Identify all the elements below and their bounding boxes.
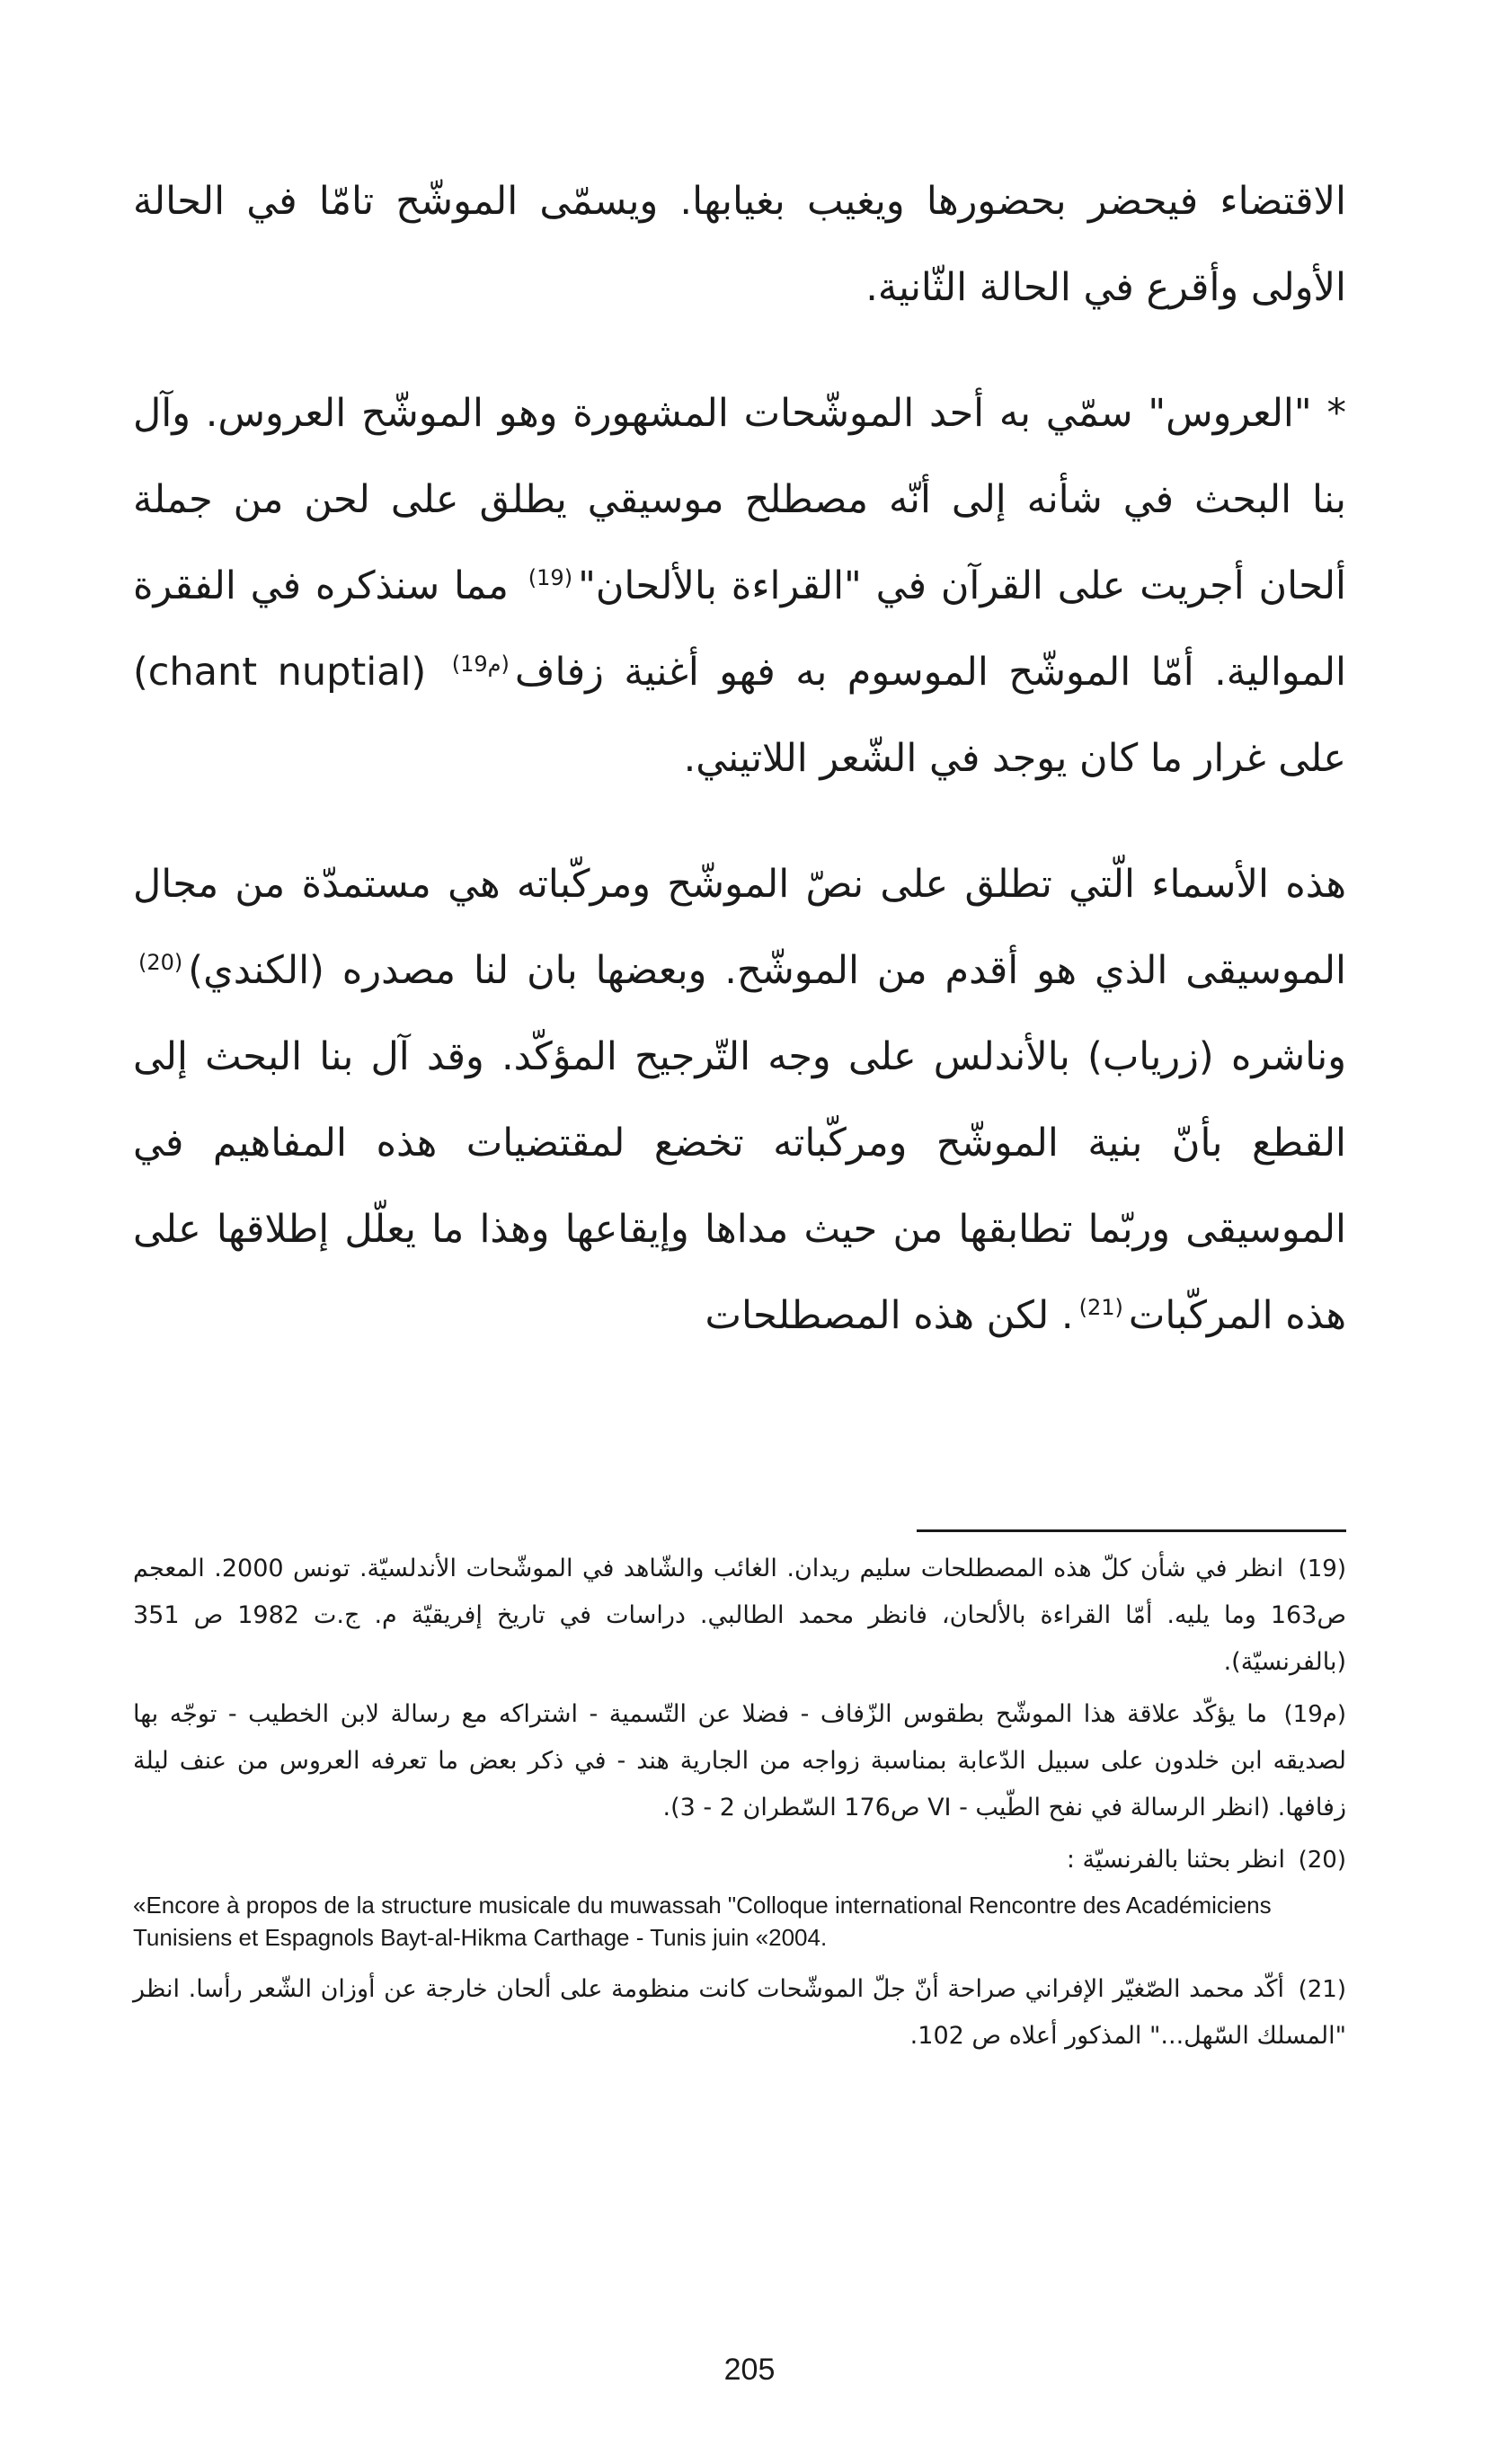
paragraph-3-text-c: . لكن هذه المصطلحات <box>705 1293 1074 1338</box>
footnote-19m <box>133 1691 1346 1831</box>
main-text <box>133 158 1346 1398</box>
footnote-21 <box>133 1966 1346 2060</box>
footnote-text: انظر في شأن كلّ هذه المصطلحات سليم ريدان. الغائب والشّاهد في الموشّحات الأندلسيّة. تونس 2000. المعجم ص163 وما يليه. أمّا القراءة بالألحان، فانظر محمد الطالبي. دراسات في تاريخ إفريقيّة م. ج.ت 1982 ص 351 (بالفرنسيّة). <box>133 1555 1347 1676</box>
footnote-20-french-citation: «Encore à propos de la structure musicale du muwassah "Colloque international Rencontre des Académiciens Tunisiens et Espagnols Bayt-al-Hikma Carthage - Tunis juin «2004. <box>133 1892 1272 1951</box>
footnote-number: (19) <box>1298 1556 1346 1582</box>
footnote-ref-19m[interactable]: (م19) <box>451 651 510 677</box>
footnote-text: أكّد محمد الصّغيّر الإفراني صراحة أنّ جلّ الموشّحات كانت منظومة على ألحان خارجة عن أوزان الشّعر رأسا. انظر "المسلك السّهل..." المذكور أعلاه ص 102. <box>133 1975 1346 2050</box>
footnote-19 <box>133 1546 1346 1686</box>
footnote-text: ما يؤكّد علاقة هذا الموشّح بطقوس الزّفاف - فضلا عن التّسمية - اشتراكه مع رسالة لابن الخطيب - توجّه بها لصديقه ابن خلدون على سبيل الدّعابة بمناسبة زواجه من الجارية هند - في ذكر بعض ما تعرفه العروس من عنف ليلة زفافها. (انظر الرسالة في نفح الطّيب - VI ص176 السّطران 2 - 3). <box>133 1700 1346 1821</box>
paragraph-3-text-a: هذه الأسماء الّتي تطلق على نصّ الموشّح ومركّباته هي مستمدّة من مجال الموسيقى الذي هو أقدم من الموشّح. وبعضها بان لنا مصدره (الكندي) <box>133 862 1346 993</box>
paragraph-1-text: الاقتضاء فيحضر بحضورها ويغيب بغيابها. ويسمّى الموشّح تامّا في الحالة الأولى وأقرع في الحالة الثّانية. <box>133 179 1346 310</box>
paragraph-2 <box>133 370 1346 802</box>
paragraph-2-text-c: على غرار ما كان يوجد في الشّعر اللاتيني. <box>683 736 1346 781</box>
footnote-ref-19[interactable]: (19) <box>528 564 573 590</box>
footnote-number: (م19) <box>1283 1701 1346 1728</box>
footnote-number: (21) <box>1298 1976 1346 2003</box>
footnote-20 <box>133 1837 1346 1883</box>
footnotes <box>133 1546 1346 2065</box>
footnote-text: انظر بحثنا بالفرنسيّة : <box>1066 1846 1285 1874</box>
paragraph-1 <box>133 158 1346 331</box>
paragraph-2-text-a: * "العروس" سمّي به أحد الموشّحات المشهورة وهو الموشّح العروس. وآل بنا البحث في شأنه إلى أنّه مصطلح موسيقي يطلق على لحن من جملة ألحان أجريت على القرآن في "القراءة بالألحان" <box>133 391 1346 608</box>
latin-term: (chant nuptial) <box>133 650 427 695</box>
page-number: 205 <box>723 2353 776 2387</box>
footnote-number: (20) <box>1298 1847 1346 1874</box>
footnote-separator <box>917 1529 1346 1532</box>
paragraph-2-text-b: مما سنذكره في الفقرة الموالية. أمّا الموشّح الموسوم به فهو أغنية زفاف <box>133 563 1347 695</box>
paragraph-3 <box>133 841 1346 1359</box>
footnote-ref-20[interactable]: (20) <box>138 949 183 975</box>
paragraph-3-text-b: وناشره (زرياب) بالأندلس على وجه التّرجيح المؤكّد. وقد آل بنا البحث إلى القطع بأنّ بنية الموشّح ومركّباته تخضع لمقتضيات هذه المفاهيم في الموسيقى وربّما تطابقها من حيث مداها وإيقاعها وهذا ما يعلّل إطلاقها على هذه المركّبات <box>133 1034 1346 1338</box>
footnote-ref-21[interactable]: (21) <box>1078 1294 1123 1320</box>
